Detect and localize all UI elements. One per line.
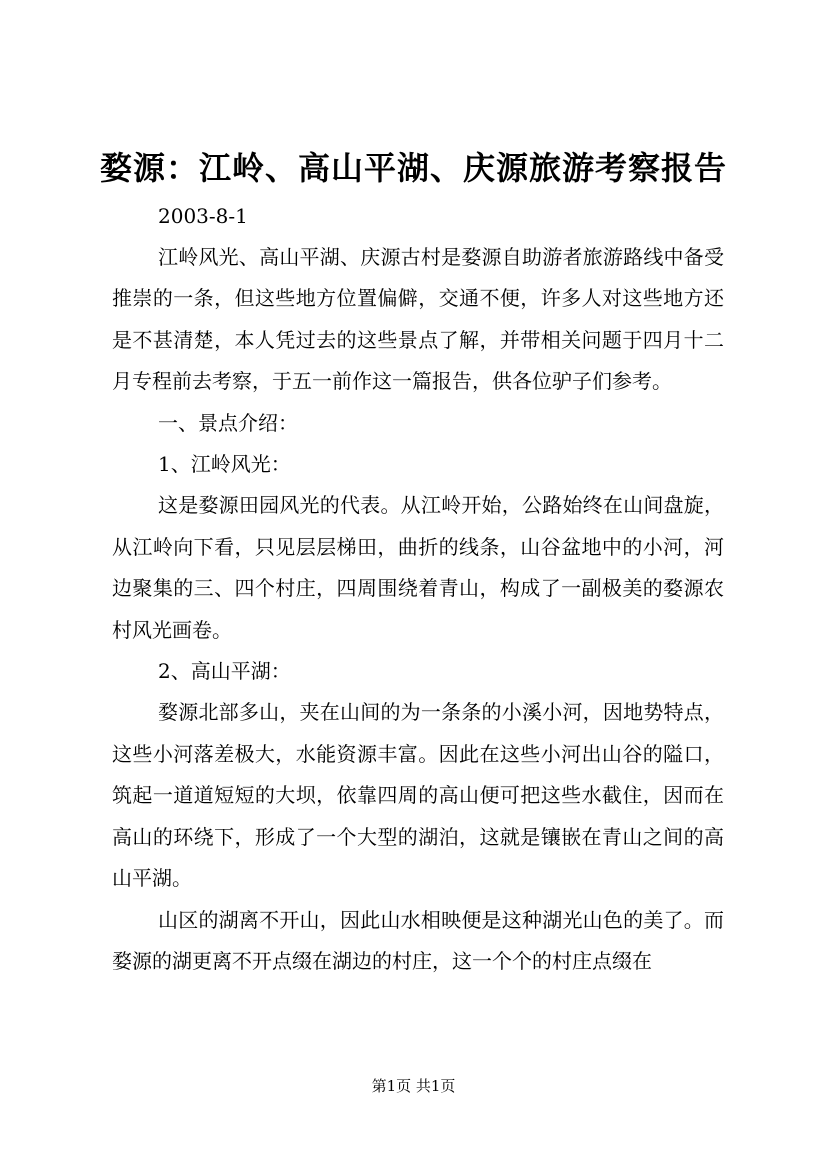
subheading-gaoshan-pinghu: 2、高山平湖： <box>158 659 291 684</box>
document-date: 2003-8-1 <box>158 204 248 228</box>
section-heading-attractions: 一、景点介绍： <box>158 410 298 435</box>
page-footer: 第1页 共1页 <box>371 1077 456 1095</box>
paragraph-jiangling: 这是婺源田园风光的代表。从江岭开始，公路始终在山间盘旋，从江岭向下看，只见层层梯田，曲折的线条，山谷盆地中的小河，河边聚集的三、四个村庄，四周围绕着青山，构成了一副极美的婺源农村风光画卷。 <box>112 493 724 642</box>
paragraph-gaoshan-pinghu: 婺源北部多山，夹在山间的为一条条的小溪小河，因地势特点，这些小河落差极大，水能资源丰富。因此在这些小河出山谷的隘口，筑起一道道短短的大坝，依靠四周的高山便可把这些水截住，因而在高山的环绕下，形成了一个大型的湖泊，这就是镶嵌在青山之间的高山平湖。 <box>112 700 724 891</box>
paragraph-intro: 江岭风光、高山平湖、庆源古村是婺源自助游者旅游路线中备受推崇的一条，但这些地方位置偏僻，交通不便，许多人对这些地方还是不甚清楚，本人凭过去的这些景点了解，并带相关问题于四月十二月专程前去考察，于五一前作这一篇报告，供各位驴子们参考。 <box>112 245 724 394</box>
subheading-jiangling: 1、江岭风光： <box>158 452 291 477</box>
document-title: 婺源：江岭、高山平湖、庆源旅游考察报告 <box>99 149 727 187</box>
paragraph-lake-villages: 山区的湖离不开山，因此山水相映便是这种湖光山色的美了。而婺源的湖更离不开点缀在湖边的村庄，这一个个的村庄点缀在 <box>112 907 724 973</box>
document-body <box>112 237 724 982</box>
